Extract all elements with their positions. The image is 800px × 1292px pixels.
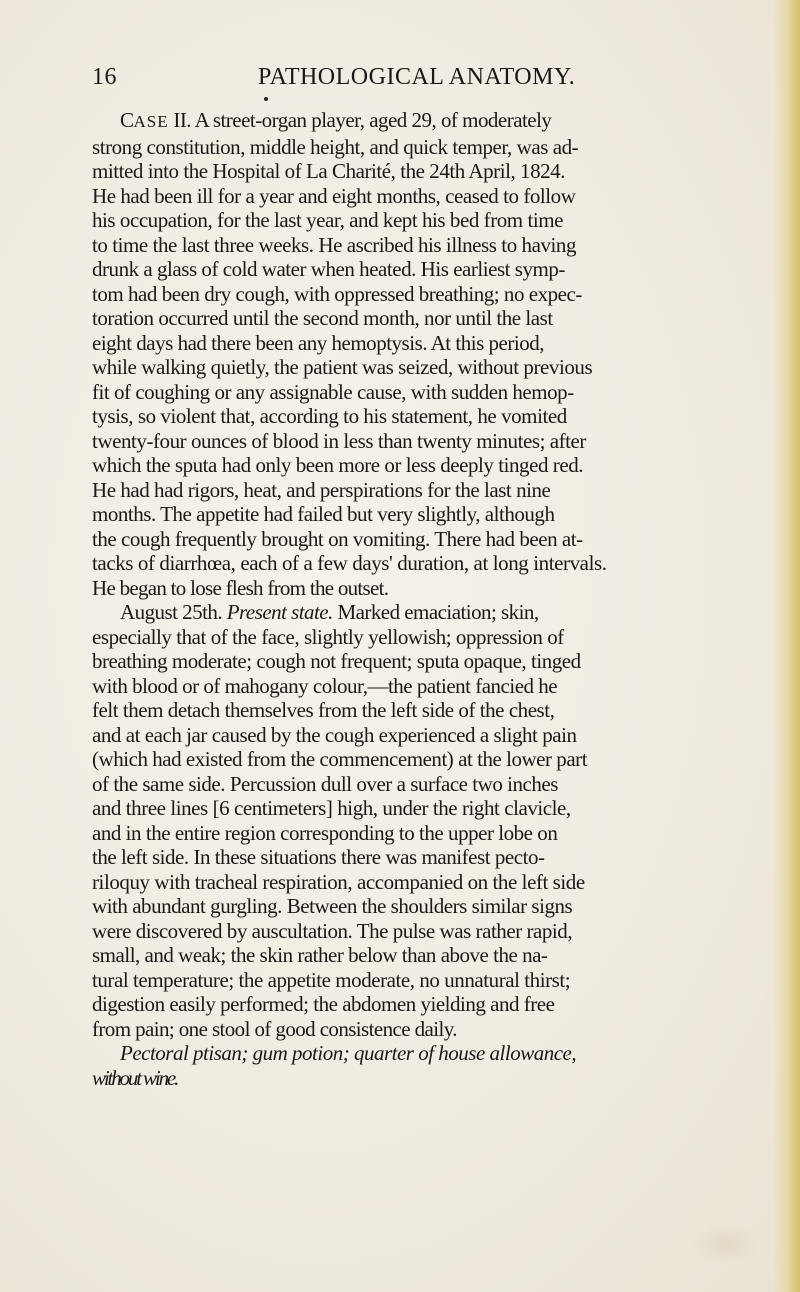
text-line [64, 208, 732, 233]
text-line [64, 674, 732, 699]
text-line [64, 576, 732, 601]
text-segment: felt them detach themselves from the left side of the chest, [92, 698, 555, 722]
text-segment: Marked emaciation; skin, [332, 600, 539, 624]
paper-stain [690, 1224, 760, 1264]
paragraph [92, 600, 732, 1041]
text-segment: toration occurred until the second month, nor until the last [92, 306, 553, 330]
text-segment: tural temperature; the appetite moderate, no unnatural thirst; [92, 967, 571, 992]
text-line [64, 821, 732, 846]
page-number: 16 [92, 64, 117, 90]
text-segment: He began to lose flesh from the outset. [92, 575, 389, 600]
text-line [64, 135, 732, 160]
text-segment: tysis, so violent that, according to his statement, he vomited [92, 404, 567, 428]
text-segment: Pectoral ptisan; gum potion; quarter of house allowance, [120, 1041, 577, 1065]
paragraph [92, 108, 732, 600]
text-segment: ASE [133, 112, 169, 131]
text-line [64, 429, 732, 454]
text-line [64, 796, 732, 821]
text-segment: C [120, 108, 134, 132]
text-segment: the cough frequently brought on vomiting. There had been at- [92, 526, 583, 551]
text-segment: He had had rigors, heat, and perspirations for the last nine [92, 477, 551, 502]
text-segment: tacks of diarrhœa, each of a few days' duration, at long intervals. [92, 551, 607, 575]
text-segment: riloquy with tracheal respiration, accompanied on the left side [92, 869, 585, 894]
text-segment: August 25th. [120, 600, 227, 624]
text-line [64, 527, 732, 552]
text-line [64, 894, 732, 919]
text-segment: especially that of the face, slightly yellowish; oppression of [92, 624, 564, 649]
text-segment: and three lines [6 centimeters] high, under the right clavicle, [92, 796, 571, 820]
text-segment: the left side. In these situations there was manifest pecto- [92, 845, 545, 869]
text-line [64, 331, 732, 356]
text-segment: to time the last three weeks. He ascribed his illness to having [92, 232, 577, 257]
text-segment: with abundant gurgling. Between the shoulders similar signs [92, 894, 573, 918]
text-segment: eight days had there been any hemoptysis. At this period, [92, 330, 544, 355]
text-line [64, 992, 732, 1017]
text-line [64, 943, 732, 968]
text-segment: and in the entire region corresponding to the upper lobe on [92, 820, 558, 845]
text-line [64, 404, 732, 429]
text-segment: from pain; one stool of good consistence daily. [92, 1016, 457, 1041]
text-segment: small, and weak; the skin rather below than above the na- [92, 943, 548, 967]
text-line [64, 747, 732, 772]
page-edge-shadow [772, 0, 800, 1292]
text-segment: of the same side. Percussion dull over a surface two inches [92, 771, 558, 796]
ink-dot [264, 97, 268, 101]
text-segment: were discovered by auscultation. The pulse was rather rapid, [92, 918, 573, 943]
text-segment: mitted into the Hospital of La Charité, the 24th April, 1824. [92, 159, 566, 183]
text-segment: while walking quietly, the patient was seized, without previous [92, 355, 593, 379]
text-segment: and at each jar caused by the cough experienced a slight pain [92, 722, 577, 747]
paragraph [92, 1041, 732, 1090]
running-header [92, 64, 732, 94]
text-segment: without wine. [92, 1065, 178, 1090]
text-line [64, 870, 732, 895]
running-title: PATHOLOGICAL ANATOMY. [258, 64, 576, 90]
text-segment: breathing moderate; cough not frequent; sputa opaque, tinged [92, 649, 581, 673]
text-line [64, 919, 732, 944]
text-line [64, 772, 732, 797]
text-line [92, 108, 732, 135]
text-segment: II. A street-organ player, aged 29, of moderately [168, 108, 552, 132]
text-segment: digestion easily performed; the abdomen yielding and free [92, 992, 555, 1016]
text-line [64, 1017, 732, 1042]
text-line [64, 355, 732, 380]
text-segment: twenty-four ounces of blood in less than twenty minutes; after [92, 428, 586, 453]
text-line [92, 600, 732, 625]
text-line [64, 306, 732, 331]
text-segment: his occupation, for the last year, and kept his bed from time [92, 208, 563, 232]
text-line [64, 649, 732, 674]
text-line [64, 233, 732, 258]
text-line [64, 698, 732, 723]
text-line [64, 453, 732, 478]
text-segment: which the sputa had only been more or less deeply tinged red. [92, 453, 584, 477]
text-segment: tom had been dry cough, with oppressed breathing; no expec- [92, 281, 582, 306]
text-line [64, 159, 732, 184]
text-segment: He had been ill for a year and eight months, ceased to follow [92, 183, 576, 208]
text-line [64, 723, 732, 748]
text-segment: strong constitution, middle height, and quick temper, was ad- [92, 134, 579, 159]
text-line [64, 380, 732, 405]
text-line [64, 282, 732, 307]
text-line [64, 257, 732, 282]
text-segment: fit of coughing or any assignable cause, with sudden hemop- [92, 379, 574, 404]
text-line [64, 502, 732, 527]
text-line [64, 551, 732, 576]
text-segment: months. The appetite had failed but very slightly, although [92, 502, 555, 526]
text-line [64, 968, 732, 993]
text-segment: (which had existed from the commencement) at the lower part [92, 747, 588, 771]
text-line [64, 184, 732, 209]
case-report-text [92, 108, 732, 1090]
text-segment: drunk a glass of cold water when heated. His earliest symp- [92, 257, 565, 281]
text-line [64, 845, 732, 870]
text-segment: Present state. [226, 600, 333, 624]
text-segment: with blood or of mahogany colour,—the patient fancied he [92, 673, 558, 698]
text-line [64, 1066, 732, 1091]
text-line [64, 625, 732, 650]
text-line [64, 478, 732, 503]
text-line [92, 1041, 732, 1066]
